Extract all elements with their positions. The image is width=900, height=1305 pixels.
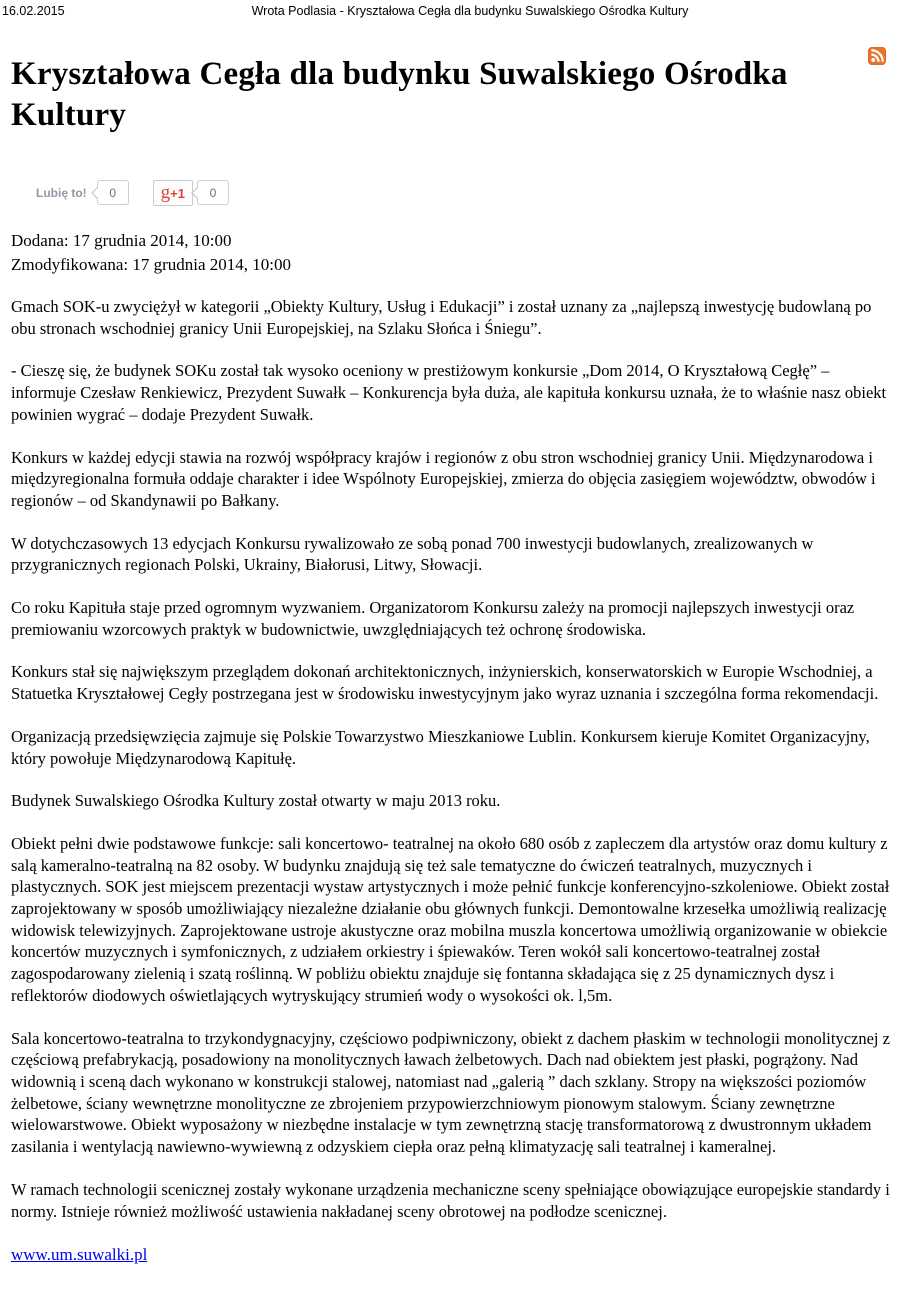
paragraph: Obiekt pełni dwie podstawowe funkcje: sali koncertowo- teatralnej na około 680 osób z zapleczem dla artystów oraz domu kultury z salą kameralno-teatralną na 82 osoby. W budynku znajdują się też sale tematyczne do ćwiczeń teatralnych, muzycznych i plastycznych. SOK jest miejscem prezentacji wystaw artystycznych i może pełnić funkcje konferencyjno-szkoleniowe. Obiekt został zaprojektowany w sposób umożliwiający niezależne działanie obu głównych funkcji. Demontowalne krzesełka umożliwią realizację widowisk telewizyjnych. Zaprojektowane ustroje akustyczne oraz mobilna muszla koncertowa umożliwią organizowanie w obiekcie koncertów muzycznych i symfonicznych, z udziałem orkiestry i śpiewaków. Teren wokół sali koncertowo-teatralnej został zagospodarowany zielenią i szatą roślinną. W pobliżu obiektu znajduje się fontanna składająca się z 25 dynamicznych dysz i reflektorów diodowych oświetlających wytryskujący strumień wody o wysokości ok. l,5m.: [11, 833, 890, 1005]
google-plusone-count: 0: [197, 180, 229, 205]
print-date: 16.02.2015: [2, 4, 65, 18]
paragraph: Konkurs w każdej edycji stawia na rozwój współpracy krajów i regionów z obu stron wschodniej granicy Unii. Międzynarodowa i międzyregionalna formuła oddaje charakter i idee Wspólnoty Europejskiej, zmierza do objęcia zasięgiem województw, obwodów i regionów – od Skandynawii po Bałkany.: [11, 447, 876, 510]
facebook-like-count: 0: [97, 180, 129, 205]
paragraph: Gmach SOK-u zwyciężył w kategorii „Obiekty Kultury, Usług i Edukacji” i został uznany za „najlepszą inwestycję budowlaną po obu stronach wschodniej granicy Unii Europejskiej, na Szlaku Słońca i Śniegu”.: [11, 297, 872, 338]
google-plusone-label: +1: [170, 185, 185, 201]
paragraph: W ramach technologii scenicznej zostały wykonane urządzenia mechaniczne sceny spełniające obowiązujące europejskie standardy i normy. Istnieje również możliwość ustawienia nakładanej sceny obrotowej na podłodze scenicznej.: [11, 1179, 890, 1221]
paragraph: - Cieszę się, że budynek SOKu został tak wysoko oceniony w prestiżowym konkursie „Dom 2014, O Kryształową Cegłę” – informuje Czesław Renkiewicz, Prezydent Suwałk – Konkurencja była duża, ale kapituła konkursu uznała, że to właśnie nasz obiekt powinien wygrać – dodaje Prezydent Suwałk.: [11, 361, 887, 424]
page-title: Kryształowa Cegła dla budynku Suwalskiego Ośrodka Kultury: [11, 56, 788, 133]
paragraph: Sala koncertowo-teatralna to trzykondygnacyjny, częściowo podpiwniczony, obiekt z dachem płaskim w technologii monolitycznej z częściową prefabrykacją, posadowiony na monolitycznych ławach żelbetowych. Dach nad obiektem jest płaski, pogrążony. Nad widownią i sceną dach wykonano w konstrukcji stalowej, natomiast nad „galerią ” dach szklany. Stropy na większości poziomów żelbetowe, ściany wewnętrzne monolityczne ze zbrojeniem przypowierzchniowym pionowym stalowym. Ściany zewnętrzne wielowarstwowe. Obiekt wyposażony w niezbędne instalacje w tym zewnętrzną stację transformatorową z dwustronnym układem zasilania i wentylacją nawiewno-wywiewną z odzyskiem ciepła oraz pełną klimatyzację sali teatralnej i kameralnej.: [11, 1028, 890, 1157]
facebook-like-button[interactable]: Lubię to!: [36, 185, 87, 200]
paragraph: Organizacją przedsięwzięcia zajmuje się Polskie Towarzystwo Mieszkaniowe Lublin. Konkursem kieruje Komitet Organizacyjny, który powołuje Międzynarodową Kapitułę.: [11, 726, 870, 768]
paragraph: W dotychczasowych 13 edycjach Konkursu rywalizowało ze sobą ponad 700 inwestycji budowlanych, zrealizowanych w przygranicznych regionach Polski, Ukrainy, Białorusi, Litwy, Słowacji.: [11, 533, 814, 575]
print-header: [0, 0, 900, 18]
social-buttons-row: [36, 179, 890, 206]
google-g-icon: g: [160, 181, 171, 203]
print-page-title: Wrota Podlasia - Kryształowa Cegła dla budynku Suwalskiego Ośrodka Kultury: [251, 4, 689, 18]
date-modified: Zmodyfikowana: 17 grudnia 2014, 10:00: [11, 255, 291, 274]
rss-icon[interactable]: [868, 47, 886, 65]
paragraph: Konkurs stał się największym przeglądem dokonań architektonicznych, inżynierskich, konserwatorskich w Europie Wschodniej, a Statuetka Kryształowej Cegły postrzegana jest w środowisku inwestycyjnym jako wyraz uznania i szczególna forma rekomendacji.: [11, 662, 879, 704]
source-link[interactable]: www.um.suwalki.pl: [11, 1245, 148, 1265]
rss-icon-glyph: [868, 47, 886, 65]
paragraph: Co roku Kapituła staje przed ogromnym wyzwaniem. Organizatorom Konkursu zależy na promocji najlepszych inwestycji oraz premiowaniu wzorcowych praktyk w budownictwie, uwzględniających też ochronę środowiska.: [11, 598, 855, 639]
facebook-like-widget[interactable]: [36, 180, 129, 205]
paragraph: Budynek Suwalskiego Ośrodka Kultury został otwarty w maju 2013 roku.: [11, 791, 501, 811]
article-body: [11, 296, 890, 1266]
date-added: Dodana: 17 grudnia 2014, 10:00: [11, 231, 232, 250]
google-plusone-button[interactable]: [153, 180, 193, 206]
google-plusone-widget[interactable]: [153, 180, 229, 206]
article-meta: [11, 229, 890, 277]
article-content: [0, 54, 900, 1266]
